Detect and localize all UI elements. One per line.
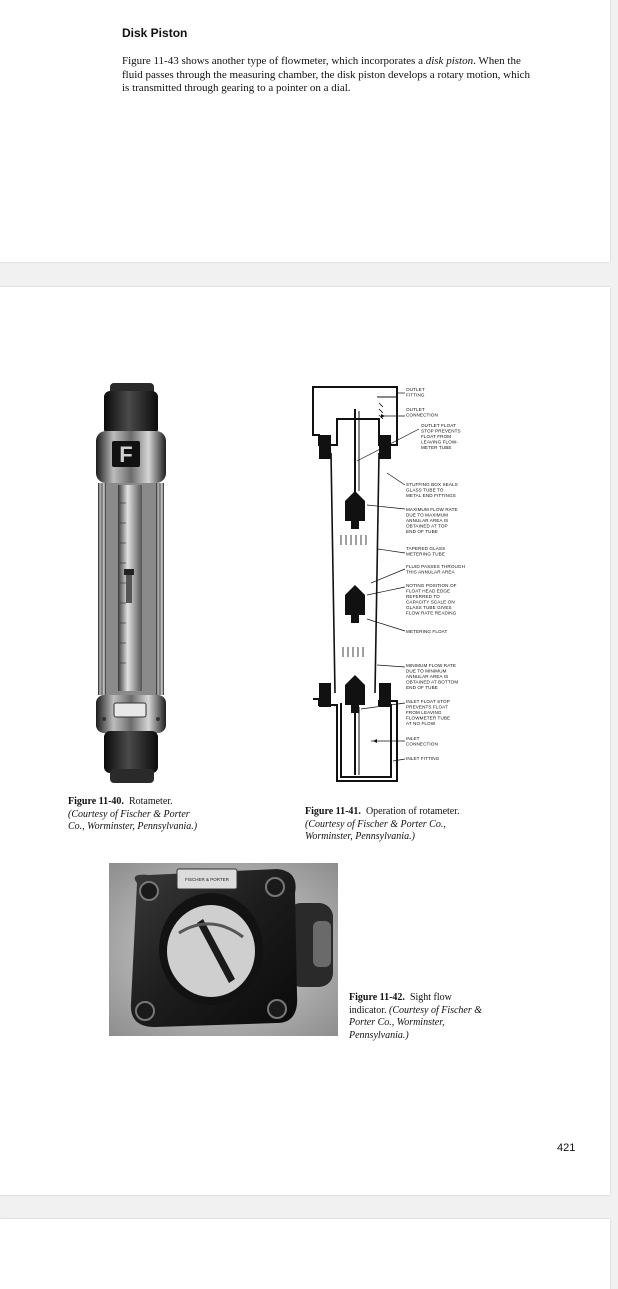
para-text-2: . When the fluid passes through the measuring chamber, the disk piston develops a rotary motion, which is transmitted through gearing to a pointer on a dial. — [122, 55, 531, 94]
page-top — [0, 0, 610, 262]
fig42-title: Sight flow indicator. — [349, 992, 452, 1016]
callout-noting-4: CAPACITY SCALE ON — [406, 599, 455, 605]
callout-tapered-1: TAPERED GLASS — [406, 546, 446, 551]
callout-min-1: MINIMUM FLOW RATE — [406, 663, 457, 668]
sight-flow-indicator-photo — [109, 863, 338, 1036]
rotameter-diagram — [305, 383, 483, 785]
fig41-title: Operation of rotameter. — [365, 806, 460, 817]
f-logo: F — [119, 442, 133, 467]
callout-min-5: END OF TUBE — [406, 685, 438, 690]
fig40-credit: (Courtesy of Fischer & Porter Co., Worminster, Pennsylvania.) — [68, 808, 198, 832]
fig40-title: Rotameter. — [128, 796, 173, 807]
page-next — [0, 1219, 610, 1289]
fig42-credit: (Courtesy of Fischer & Porter Co., Worminster, Pennsylvania.) — [349, 1004, 483, 1041]
callout-stuffing-1: STUFFING BOX SEALS — [406, 482, 458, 487]
callout-noting-2: FLOAT HEAD EDGE — [406, 588, 451, 594]
callout-tapered-2: METERING TUBE — [406, 551, 445, 557]
callout-inlet-stop-1: INLET FLOAT STOP — [406, 699, 450, 704]
callout-min-3: ANNULAR AREA IS — [406, 674, 449, 679]
callout-noting-1: NOTING POSITION OF — [406, 583, 457, 588]
callout-max-5: END OF TUBE — [406, 529, 438, 534]
page-figures — [0, 287, 610, 1195]
callout-outlet-fitting-1: OUTLET — [406, 387, 425, 392]
fig42-label: Figure 11-42. — [349, 992, 405, 1003]
fig41-label: Figure 11-41. — [305, 806, 361, 817]
callout-outlet-conn-2: CONNECTION — [406, 412, 438, 418]
section-heading: Disk Piston — [122, 26, 188, 40]
callout-inlet-stop-3: FROM LEAVING — [406, 710, 442, 715]
callout-outlet-conn-1: OUTLET — [406, 407, 425, 412]
callout-outlet-fitting-2: FITTING — [406, 392, 425, 398]
nameplate-text: FISCHER & PORTER — [185, 877, 229, 882]
callout-noting-3: REFERRED TO — [406, 594, 440, 599]
callout-max-1: MAXIMUM FLOW RATE — [406, 507, 458, 512]
callout-annular-1: FLUID PASSES THROUGH — [406, 564, 466, 569]
callout-min-2: DUE TO MINIMUM — [406, 668, 447, 674]
callout-inlet-conn-2: CONNECTION — [406, 741, 438, 747]
callout-stuffing-2: GLASS TUBE TO — [406, 487, 444, 493]
caption-fig-11-42 — [349, 992, 489, 1042]
body-paragraph — [122, 55, 538, 96]
callout-float-stop-5: METER TUBE — [421, 445, 452, 450]
para-text-1: Figure 11-43 shows another type of flowmeter, which incorporates a — [122, 55, 426, 67]
callout-noting-5: GLASS TUBE GIVES — [406, 605, 452, 610]
callout-min-4: OBTAINED AT BOTTOM — [406, 679, 459, 685]
caption-fig-11-41 — [305, 806, 475, 844]
callout-float-stop-3: FLOAT FROM — [421, 434, 452, 439]
page-number: 421 — [557, 1142, 576, 1154]
callout-inlet-conn-1: INLET — [406, 736, 420, 741]
callout-max-4: OBTAINED AT TOP — [406, 523, 448, 529]
callout-stuffing-3: METAL END FITTINGS — [406, 493, 456, 498]
callout-float-stop-4: LEAVING FLOW- — [421, 439, 458, 445]
callout-max-2: DUE TO MAXIMUM — [406, 512, 449, 518]
callout-inlet-stop-2: PREVENTS FLOAT — [406, 704, 448, 710]
callout-float-stop-1: OUTLET FLOAT — [421, 423, 456, 428]
callout-inlet-stop-4: FLOWMETER TUBE — [406, 715, 451, 721]
callout-metering-float: METERING FLOAT — [406, 629, 448, 634]
callout-float-stop-2: STOP PREVENTS — [421, 428, 461, 434]
callout-inlet-stop-5: AT NO FLOW — [406, 721, 436, 726]
callout-annular-2: THIS ANNULAR AREA — [406, 569, 455, 575]
callout-max-3: ANNULAR AREA IS — [406, 518, 449, 523]
callout-inlet-fitting: INLET FITTING — [406, 756, 440, 761]
fig40-label: Figure 11-40. — [68, 796, 124, 807]
callout-noting-6: FLOW RATE READING — [406, 610, 457, 616]
fig41-credit: (Courtesy of Fischer & Porter Co., Worminster, Pennsylvania.) — [305, 818, 446, 842]
caption-fig-11-40 — [68, 796, 204, 834]
callout-labels — [406, 387, 465, 761]
para-italic-term: disk piston — [425, 55, 474, 67]
rotameter-photo — [90, 383, 172, 785]
